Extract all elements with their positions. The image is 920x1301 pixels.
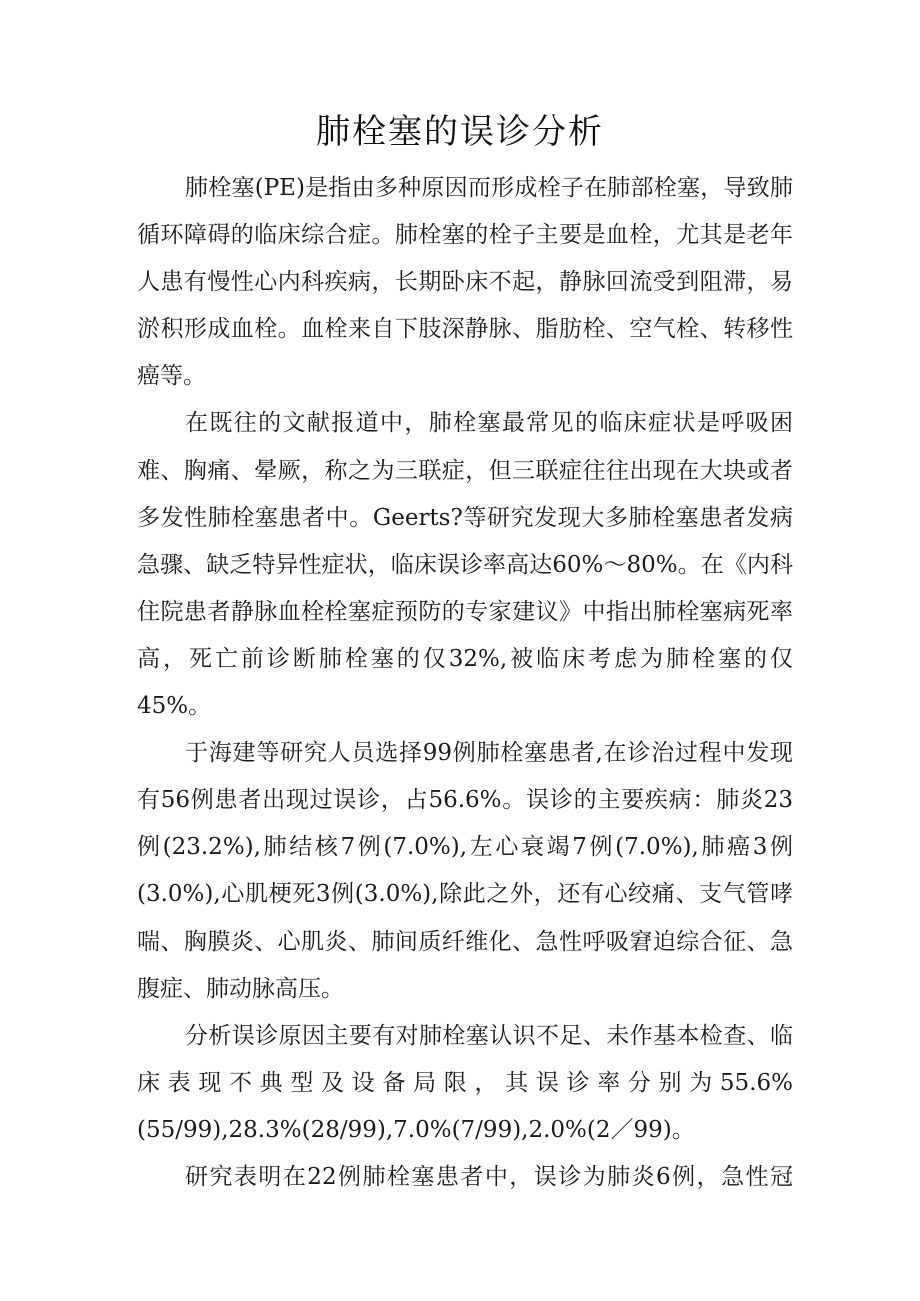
paragraph-misdiagnosis-study: 于海建等研究人员选择99例肺栓塞患者,在诊治过程中发现有56例患者出现过误诊，占56.6%。误诊的主要疾病：肺炎23例(23.2%),肺结核7例(7.0%),左心衰竭7例(7.0%),肺癌3例(3.0%),心肌梗死3例(3.0%),除此之外，还有心绞痛、支气管哮喘、胸膜炎、心肌炎、肺间质纤维化、急性呼吸窘迫综合征、急腹症、肺动脉高压。 <box>137 740 793 1002</box>
paragraph-pe-definition: 肺栓塞(PE)是指由多种原因而形成栓子在肺部栓塞，导致肺循环障碍的临床综合症。肺栓塞的栓子主要是血栓，尤其是老年人患有慢性心内科疾病，长期卧床不起，静脉回流受到阻滞，易淤积形成血栓。血栓来自下肢深静脉、脂肪栓、空气栓、转移性癌等。 <box>137 175 793 390</box>
document-title: 肺栓塞的误诊分析 <box>316 112 604 152</box>
document-body <box>137 165 793 1201</box>
paragraph-study-22-cases: 研究表明在22例肺栓塞患者中，误诊为肺炎6例，急性冠 <box>185 1163 793 1190</box>
paragraph-misdiagnosis-causes: 分析误诊原因主要有对肺栓塞认识不足、未作基本检查、临床表现不典型及设备局限，其误诊率分别为55.6%(55/99),28.3%(28/99),7.0%(7/99),2.0%(2／99)。 <box>137 1022 793 1143</box>
paragraph-clinical-symptoms: 在既往的文献报道中，肺栓塞最常见的临床症状是呼吸困难、胸痛、晕厥，称之为三联症，但三联症往往出现在大块或者多发性肺栓塞患者中。Geerts?等研究发现大多肺栓塞患者发病急骤、缺乏特异性症状，临床误诊率高达60%～80%。在《内科住院患者静脉血栓栓塞症预防的专家建议》中指出肺栓塞病死率高，死亡前诊断肺栓塞的仅32%,被临床考虑为肺栓塞的仅45%。 <box>137 410 793 720</box>
